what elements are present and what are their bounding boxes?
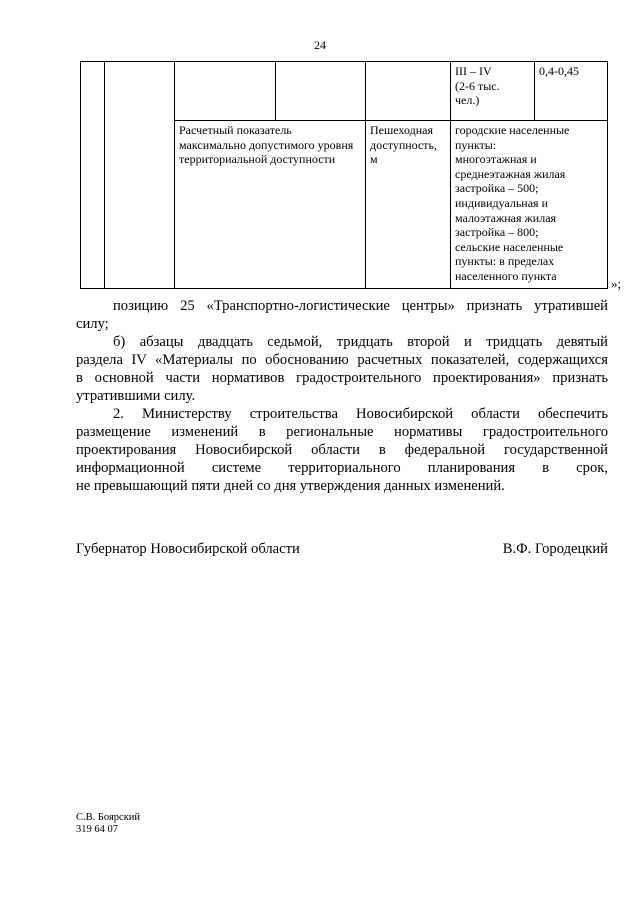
signatory-name: В.Ф. Городецкий: [502, 541, 608, 557]
text-line: в основной части нормативов градостроительного проектирования» признать: [76, 370, 608, 386]
paragraph-b: [76, 333, 608, 405]
table-cell: [451, 62, 535, 121]
executor-phone: 319 64 07: [76, 824, 118, 835]
table-cell: [175, 62, 276, 121]
table-row: [81, 62, 608, 121]
norms-table: [80, 61, 608, 289]
table-cell: [175, 121, 366, 289]
indicator-value-cell: городские населенные пункты: многоэтажная и среднеэтажная жилая застройка – 500; индивидуальная и малоэтажная жилая застройка – 800; сельские населенные пункты: в пределах населенного пункта: [455, 123, 570, 283]
page-number: 24: [314, 38, 326, 52]
text-line: размещение изменений в региональные нормативы градостроительного: [76, 424, 608, 440]
table-closing-mark: »;: [611, 276, 622, 291]
table-cell: [451, 121, 608, 289]
table-cell: [276, 62, 366, 121]
table-cell: [366, 121, 451, 289]
table-cell: [366, 62, 451, 121]
text-line: не превышающий пяти дней со дня утверждения данных изменений.: [76, 478, 505, 494]
text-line: информационной системе территориального планирования в срок,: [76, 460, 608, 476]
indicator-unit-cell: Пешеходная доступность, м: [370, 123, 438, 167]
table-cell: [81, 62, 105, 289]
table-cell: [105, 62, 175, 289]
text-line: б) абзацы двадцать седьмой, тридцать второй и тридцать девятый: [113, 334, 608, 350]
text-line: проектирования Новосибирской области в федеральной государственной: [76, 442, 608, 458]
executor-name: С.В. Боярский: [76, 812, 141, 823]
text-line: силу;: [76, 316, 109, 332]
table-cell: [535, 62, 608, 121]
text-line: 2. Министерству строительства Новосибирской области обеспечить: [113, 406, 608, 422]
indicator-name-cell: Расчетный показатель максимально допустимого уровня территориальной доступности: [179, 123, 354, 167]
signatory-position: Губернатор Новосибирской области: [76, 541, 300, 557]
text-line: утратившими силу.: [76, 388, 196, 404]
population-group-cell: III – IV (2-6 тыс. чел.): [455, 64, 500, 108]
paragraph-2: [76, 405, 608, 495]
executor-footer: [76, 812, 140, 836]
paragraph-position-25: [76, 297, 608, 333]
signature-block: [76, 541, 608, 558]
text-line: раздела IV «Материалы по обоснованию расчетных показателей, содержащихся: [76, 352, 608, 368]
text-line: позицию 25 «Транспортно-логистические центры» признать утратившей: [113, 298, 608, 314]
coefficient-cell: 0,4-0,45: [539, 64, 579, 78]
